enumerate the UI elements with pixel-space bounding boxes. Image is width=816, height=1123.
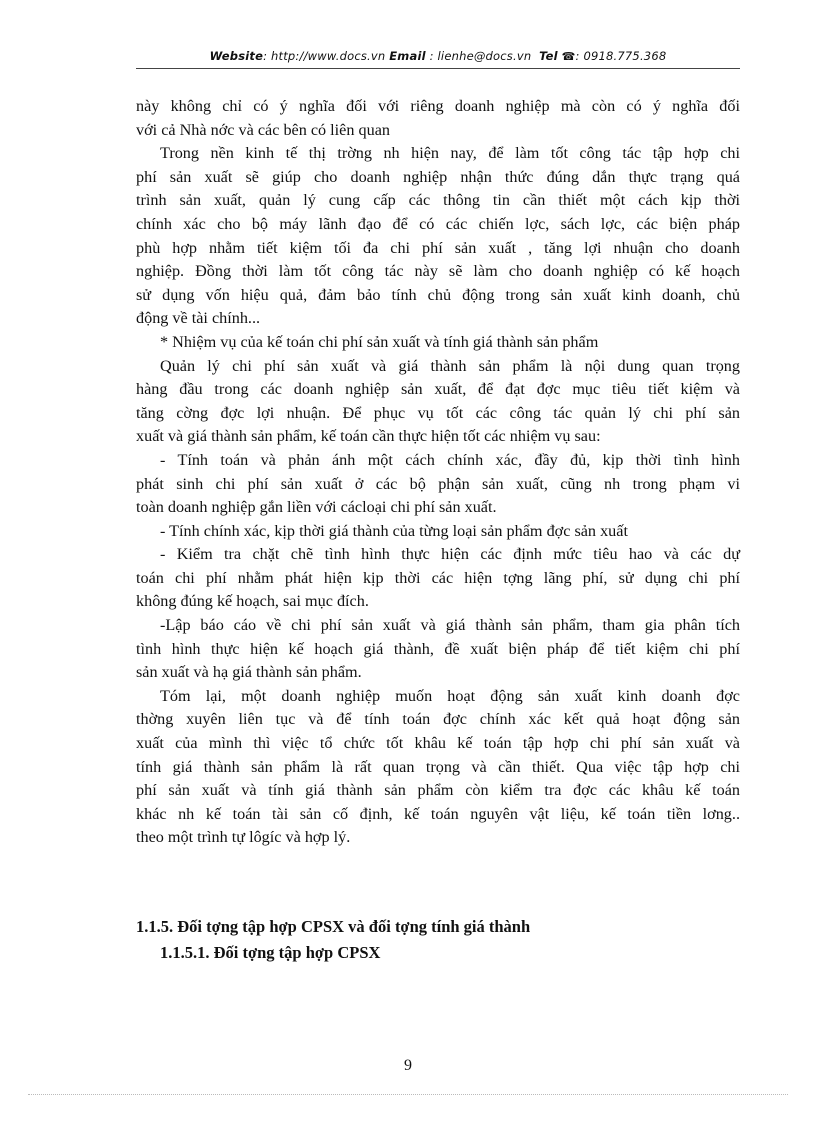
text-line: -Lập báo cáo về chi phí sản xuất và giá thành sản phẩm, tham gia phân tích (160, 616, 740, 635)
text-line: theo một trình tự lôgíc và hợp lý. (136, 828, 351, 847)
text-line: - Kiểm tra chặt chẽ tình hình thực hiện các định mức tiêu hao và các dự (160, 545, 740, 564)
text-line: chính xác cho bộ máy lãnh đạo để có các chiến lợc, sách lợc, các biện pháp (136, 214, 740, 233)
text-line: - Tính toán và phản ánh một cách chính xác, đầy đủ, kịp thời tình hình (160, 450, 740, 469)
text-line: xuất và giá thành sản phẩm, kế toán cần thực hiện tốt các nhiệm vụ sau: (136, 427, 601, 446)
body-text (136, 95, 740, 850)
text-line: tăng cờng đợc lợi nhuận. Để phục vụ tốt các công tác quản lý chi phí sản (136, 403, 740, 422)
section-heading: 1.1.5. Đối tợng tập hợp CPSX và đối tợng tính giá thành (136, 917, 531, 936)
text-line: - Tính chính xác, kịp thời giá thành của từng loại sản phẩm đợc sản xuất (160, 521, 628, 540)
tel-value: : 0918.775.368 (575, 49, 667, 63)
text-line: khác nh kế toán tài sản cố định, kế toán nguyên vật liệu, kế toán tiền lơng.. (136, 804, 740, 823)
text-line: Trong nền kinh tế thị trờng nh hiện nay, để làm tốt công tác tập hợp chi (160, 144, 740, 163)
text-line: tính giá thành sản phẩm là rất quan trọng và cần thiết. Qua việc tập hợp chi (136, 757, 740, 776)
text-line: với cả Nhà nớc và các bên có liên quan (136, 120, 390, 139)
subsection-heading: 1.1.5.1. Đối tợng tập hợp CPSX (160, 943, 381, 962)
text-line: toán chi phí nhằm phát hiện kịp thời các hiện tợng lãng phí, sử dụng chi phí (136, 568, 740, 587)
text-line: phù hợp nhằm tiết kiệm tối đa chi phí sản xuất , tăng lợi nhuận cho doanh (136, 238, 740, 257)
text-line: không đúng kế hoạch, sai mục đích. (136, 592, 369, 611)
text-line: trình sản xuất, quản lý cung cấp các thông tin cần thiết một cách kịp thời (136, 191, 740, 210)
text-line: tình hình thực hiện kế hoạch giá thành, đề xuất biện pháp để tiết kiệm chi phí (136, 639, 740, 658)
text-line: toàn doanh nghiệp gắn liền với cácloại chi phí sản xuất. (136, 498, 497, 517)
website-value: : http://www.docs.vn (263, 49, 386, 63)
website-label: Website (209, 49, 264, 63)
text-line: động về tài chính... (136, 309, 261, 328)
text-line: xuất của mình thì việc tổ chức tốt khâu kế toán tập hợp chi phí sản xuất và (136, 734, 740, 753)
text-line: * Nhiệm vụ của kế toán chi phí sản xuất và tính giá thành sản phẩm (160, 332, 599, 351)
page-number: 9 (404, 1057, 412, 1074)
text-line: nghiệp. Đồng thời làm tốt công tác này sẽ làm cho doanh nghiệp có kế hoạch (136, 262, 740, 281)
text-line: sản xuất và hạ giá thành sản phẩm. (136, 663, 362, 682)
text-line: phát sinh chi phí sản xuất ở các bộ phận sản xuất, cũng nh trong phạm vi (136, 474, 740, 493)
bottom-divider (28, 1094, 788, 1095)
text-line: này không chỉ có ý nghĩa đối với riêng doanh nghiệp mà còn có ý nghĩa đối (136, 97, 740, 115)
phone-icon: ☎ (561, 50, 576, 63)
email-value: : lienhe@docs.vn (429, 49, 532, 63)
text-line: hàng đầu trong các doanh nghiệp sản xuất, để đạt đợc mục tiêu tiết kiệm và (136, 380, 740, 399)
text-line: sử dụng vốn hiệu quả, đảm bảo tính chủ động trong sản xuất kinh doanh, chủ (136, 285, 740, 304)
header-divider (136, 68, 740, 69)
text-line: Tóm lại, một doanh nghiệp muốn hoạt động sản xuất kinh doanh đợc (160, 686, 740, 705)
text-line: phí sản xuất và tính giá thành sản phẩm còn kiểm tra đợc các khâu kế toán (136, 781, 740, 800)
text-line: thờng xuyên liên tục và để tính toán đợc chính xác kết quả hoạt động sản (136, 710, 740, 729)
tel-label: Tel (539, 49, 558, 63)
text-line: phí sản xuất sẽ giúp cho doanh nghiệp nhận thức đúng dắn thực trạng quá (136, 167, 740, 186)
text-line: Quản lý chi phí sản xuất và giá thành sản phẩm là nội dung quan trọng (160, 356, 740, 375)
email-label: Email (389, 49, 426, 63)
page-header (136, 49, 740, 63)
